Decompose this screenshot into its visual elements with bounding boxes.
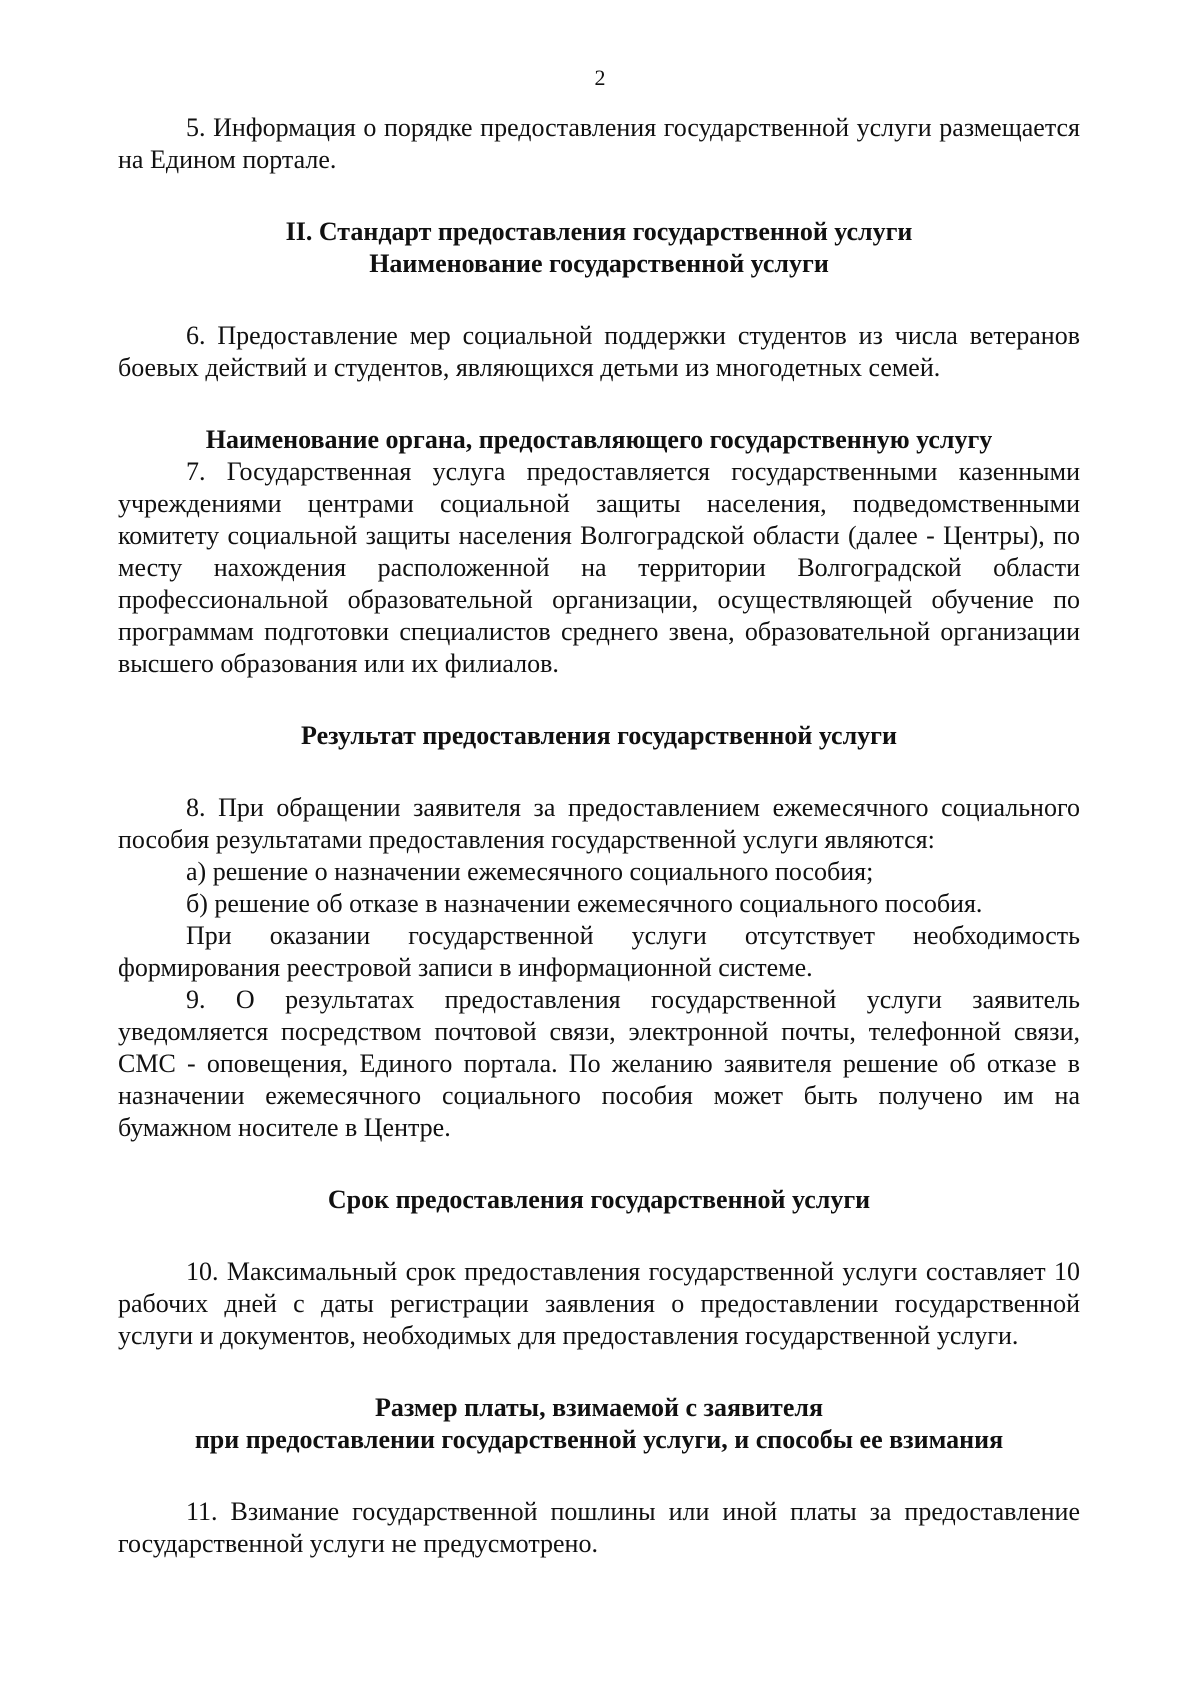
heading-line: Наименование органа, предоставляющего государственную услугу (205, 425, 993, 454)
paragraph-8: 8. При обращении заявителя за предоставлением ежемесячного социального пособия результатами предоставления государственной услуги являются: (118, 793, 1080, 854)
page-number: 2 (594, 65, 606, 90)
heading-line: Наименование государственной услуги (369, 249, 829, 278)
section-heading-fee (118, 1392, 1080, 1456)
section-heading-organ (118, 424, 1080, 456)
section-heading-term (118, 1184, 1080, 1216)
paragraph-5: 5. Информация о порядке предоставления государственной услуги размещается на Едином портале. (118, 113, 1080, 174)
heading-line: Срок предоставления государственной услуги (327, 1185, 871, 1214)
paragraph-7: 7. Государственная услуга предоставляется государственными казенными учреждениями центрами социальной защиты населения, подведомственными комитету социальной защиты населения Волгоградской области (далее - Центры), по месту нахождения расположенной на территории Волгоградской области профессиональной образовательной организации, осуществляющей обучение по программам подготовки специалистов среднего звена, образовательной организации высшего образования или их филиалов. (118, 457, 1080, 678)
paragraph-8b: б) решение об отказе в назначении ежемесячного социального пособия. (186, 889, 983, 918)
paragraph-8c: При оказании государственной услуги отсутствует необходимость формирования реестровой записи в информационной системе. (118, 921, 1080, 982)
paragraph-10: 10. Максимальный срок предоставления государственной услуги составляет 10 рабочих дней с даты регистрации заявления о предоставлении государственной услуги и документов, необходимых для предоставления государственной услуги. (118, 1257, 1080, 1350)
paragraph-6: 6. Предоставление мер социальной поддержки студентов из числа ветеранов боевых действий и студентов, являющихся детьми из многодетных семей. (118, 321, 1080, 382)
heading-line: II. Стандарт предоставления государственной услуги (285, 217, 913, 246)
section-heading-standard (118, 216, 1080, 280)
heading-line: Результат предоставления государственной услуги (301, 721, 897, 750)
paragraph-11: 11. Взимание государственной пошлины или иной платы за предоставление государственной услуги не предусмотрено. (118, 1497, 1080, 1558)
document-body (118, 112, 1080, 1560)
heading-line: Размер платы, взимаемой с заявителя (374, 1393, 824, 1422)
heading-line: при предоставлении государственной услуги, и способы ее взимания (194, 1425, 1004, 1454)
paragraph-8a: а) решение о назначении ежемесячного социального пособия; (186, 857, 874, 886)
section-heading-result (118, 720, 1080, 752)
paragraph-9: 9. О результатах предоставления государственной услуги заявитель уведомляется посредством почтовой связи, электронной почты, телефонной связи, СМС - оповещения, Единого портала. По желанию заявителя решение об отказе в назначении ежемесячного социального пособия может быть получено им на бумажном носителе в Центре. (118, 985, 1080, 1142)
